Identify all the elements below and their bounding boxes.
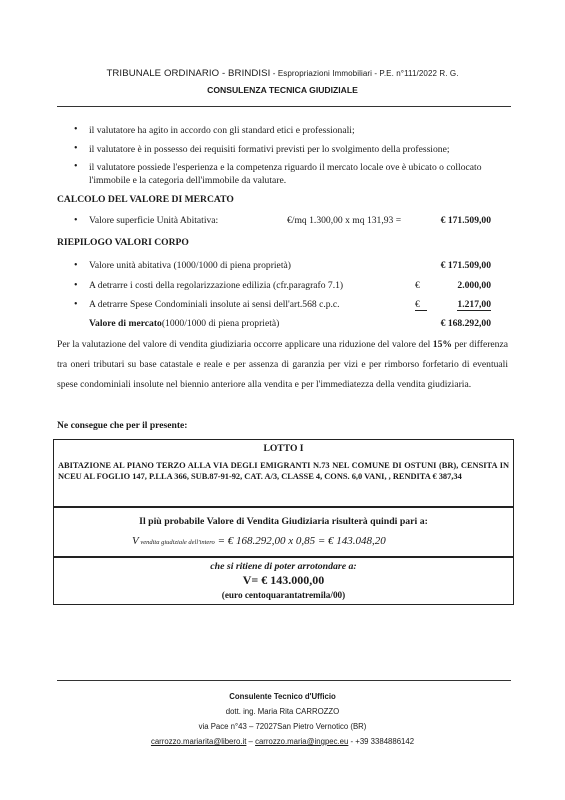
bullet-text-3: il valutatore possiede l'esperienza e la competenza riguardo il mercato locale ove è ubicato o collocato l'immobile e la categoria dell'immobile da valutare. — [89, 162, 482, 186]
formula-rest: = € 168.292,00 x 0,85 = € 143.048,20 — [214, 535, 386, 547]
riepilogo-total-label: Valore di mercato — [89, 318, 162, 329]
calcolo-title: CALCOLO DEL VALORE DI MERCATO — [57, 194, 234, 205]
conseguenza-heading: Ne consegue che per il presente: — [57, 420, 188, 431]
riepilogo-currency: € — [415, 299, 427, 311]
calcolo-value: € 171.509,00 — [440, 215, 491, 226]
calcolo-label: Valore superficie Unità Abitativa: — [89, 215, 219, 226]
court-name: TRIBUNALE ORDINARIO - BRINDISI — [106, 68, 271, 79]
riepilogo-label: A detrarre Spese Condominiali insolute ai sensi dell'art.568 c.p.c. — [89, 299, 340, 310]
footer-divider — [57, 680, 511, 681]
bullet-text-1: il valutatore ha agito in accordo con gli standard etici e professionali; — [89, 125, 355, 136]
valuation-paragraph — [57, 335, 508, 395]
riepilogo-value: € 171.509,00 — [440, 260, 491, 271]
riepilogo-total-suffix: (1000/1000 di piena proprietà) — [161, 318, 280, 329]
paragraph-part2: per differenza tra oneri tributari su base catastale e reale e per assenza di garanzia per vizi e per rimborso forfetario di eventuali spese condominiali insolute nel biennio anteriore alla vendita e per l'immediatezza della vendita giudiziaria. — [57, 339, 508, 390]
footer-role: Consulente Tecnico d'Ufficio — [229, 692, 336, 701]
bullet-icon: • — [74, 124, 78, 135]
paragraph-part1: Per la valutazione del valore di vendita giudiziaria occorre applicare una riduzione del valore del — [57, 339, 433, 350]
riepilogo-currency: € — [415, 280, 420, 291]
riepilogo-value: 2.000,00 — [457, 280, 491, 291]
bullet-icon: • — [74, 215, 78, 226]
footer-name: dott. ing. Maria Rita CARROZZO — [225, 707, 340, 716]
lotto-title: LOTTO I — [263, 443, 304, 454]
footer-address: via Pace n°43 – 72027San Pietro Vernotico (BR) — [198, 722, 367, 731]
court-detail: - Espropriazioni Immobiliari - P.E. n°111/2022 R. G. — [270, 69, 459, 78]
bullet-icon: • — [74, 299, 78, 310]
lotto-box — [53, 439, 514, 508]
header-court-line — [0, 68, 565, 79]
formula-v: V — [132, 535, 139, 547]
footer-phone: - +39 3384886142 — [348, 737, 415, 746]
footer-sep: – — [246, 737, 256, 746]
riepilogo-total-label-wrap — [89, 318, 279, 329]
paragraph-percent: 15% — [432, 339, 452, 350]
footer-contacts — [0, 737, 565, 746]
lotto-description: ABITAZIONE AL PIANO TERZO ALLA VIA DEGLI EMIGRANTI N.73 NEL COMUNE DI OSTUNI (BR), CENSITA IN NCEU AL FOGLIO 147, P.LLA 366, SUB.87-91-92, CAT. A/3, CLASSE 4, CONS. 6,0 VANI, , RENDITA € 387,34 — [58, 461, 509, 481]
calcolo-formula: €/mq 1.300,00 x mq 131,93 = — [287, 215, 402, 226]
riepilogo-value: 1.217,00 — [457, 299, 491, 310]
bullet-icon: • — [74, 143, 78, 154]
valore-vendita-box — [53, 506, 514, 558]
bullet-icon: • — [74, 280, 78, 291]
riepilogo-title: RIEPILOGO VALORI CORPO — [57, 237, 189, 248]
arrotondamento-value: V= € 143.000,00 — [242, 573, 325, 587]
header-subtitle: CONSULENZA TECNICA GIUDIZIALE — [207, 85, 358, 95]
riepilogo-label: A detrarre i costi della regolarizzazione edilizia (cfr.paragrafo 7.1) — [89, 280, 344, 291]
arrotondamento-line1: che si ritiene di poter arrotondare a: — [210, 561, 357, 572]
riepilogo-total-value: € 168.292,00 — [440, 318, 491, 329]
valore-vendita-title: Il più probabile Valore di Vendita Giudiziaria risulterà quindi pari a: — [139, 516, 428, 527]
valore-vendita-formula — [132, 535, 386, 547]
email-link-2[interactable]: carrozzo.maria@ingpec.eu — [255, 737, 349, 746]
bullet-text-2: il valutatore è in possesso dei requisiti formativi previsti per lo svolgimento della professione; — [89, 144, 450, 155]
email-link-1[interactable]: carrozzo.mariarita@libero.it — [150, 737, 247, 746]
header-divider — [57, 106, 511, 107]
formula-subscript: vendita giudiziale dell'intero — [138, 539, 215, 546]
bullet-icon: • — [74, 161, 78, 172]
riepilogo-label: Valore unità abitativa (1000/1000 di piena proprietà) — [89, 260, 291, 271]
arrotondamento-words: (euro centoquarantatremila/00) — [221, 590, 346, 600]
bullet-icon: • — [74, 260, 78, 271]
arrotondamento-box — [53, 556, 514, 605]
